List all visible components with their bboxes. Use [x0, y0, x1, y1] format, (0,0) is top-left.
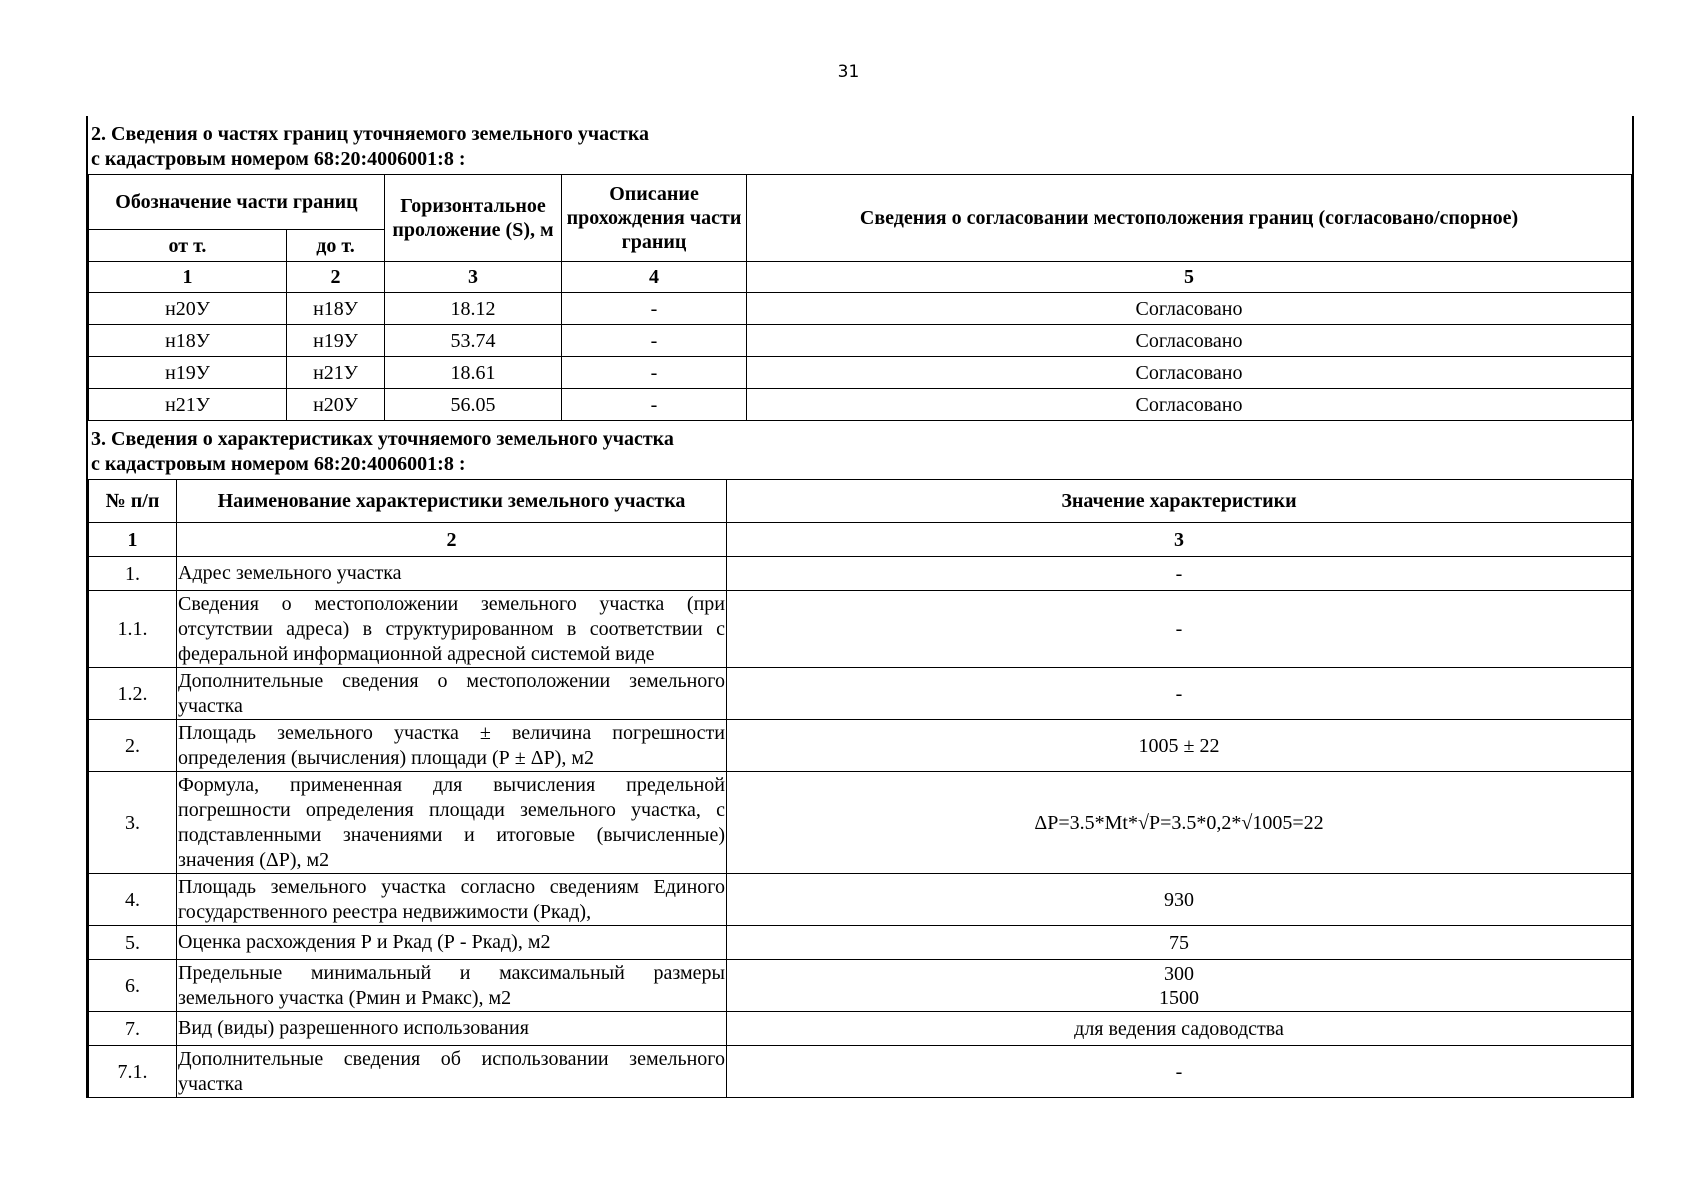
cell-name: Площадь земельного участка ± величина погрешности определения (вычисления) площади (Р ± ΔР), м2	[177, 720, 727, 772]
cell-status: Согласовано	[747, 357, 1632, 389]
table-row	[89, 293, 1632, 325]
cell-name: Площадь земельного участка согласно сведениям Единого государственного реестра недвижимости (Ркад),	[177, 874, 727, 926]
column-number: 5	[747, 262, 1632, 293]
column-number: 1	[89, 523, 177, 557]
cell-to: н20У	[287, 389, 385, 421]
cell-description: -	[562, 357, 747, 389]
cell-name: Формула, примененная для вычисления предельной погрешности определения площади земельного участка, с подставленными значениями и итоговые (вычисленные) значения (ΔР), м2	[177, 772, 727, 874]
cell-description: -	[562, 325, 747, 357]
cell-name: Дополнительные сведения о местоположении земельного участка	[177, 668, 727, 720]
section3-title	[88, 421, 1632, 479]
cell-horizontal: 56.05	[385, 389, 562, 421]
cell-value: ΔР=3.5*Mt*√P=3.5*0,2*√1005=22	[727, 772, 1632, 874]
cell-num: 5.	[89, 926, 177, 960]
cell-to: н18У	[287, 293, 385, 325]
cell-name: Сведения о местоположении земельного участка (при отсутствии адреса) в структурированном в соответствии с федеральной информационной адресной системой виде	[177, 591, 727, 668]
section3-title-line1: 3. Сведения о характеристиках уточняемого земельного участка	[91, 428, 674, 450]
cell-from: н18У	[89, 325, 287, 357]
cell-to: н21У	[287, 357, 385, 389]
cell-value: -	[727, 591, 1632, 668]
table-row	[89, 325, 1632, 357]
cell-num: 3.	[89, 772, 177, 874]
section2-title-line2: с кадастровым номером 68:20:4006001:8 :	[91, 148, 466, 170]
header-to: до т.	[287, 230, 385, 262]
cell-num: 4.	[89, 874, 177, 926]
header-from: от т.	[89, 230, 287, 262]
section2-title-line1: 2. Сведения о частях границ уточняемого земельного участка	[91, 123, 650, 145]
cell-num: 6.	[89, 960, 177, 1012]
cell-value: 75	[727, 926, 1632, 960]
column-number: 3	[727, 523, 1632, 557]
column-number: 2	[287, 262, 385, 293]
table-row	[89, 557, 1632, 591]
header-description: Описание прохождения части границ	[562, 175, 747, 262]
cell-value: для ведения садоводства	[727, 1012, 1632, 1046]
boundary-parts-table	[88, 174, 1632, 421]
table-row	[89, 1012, 1632, 1046]
column-number: 4	[562, 262, 747, 293]
table-row	[89, 720, 1632, 772]
cell-name: Вид (виды) разрешенного использования	[177, 1012, 727, 1046]
cell-from: н20У	[89, 293, 287, 325]
column-number: 1	[89, 262, 287, 293]
cell-value	[727, 960, 1632, 1012]
cell-status: Согласовано	[747, 293, 1632, 325]
cell-num: 1.2.	[89, 668, 177, 720]
cell-num: 7.	[89, 1012, 177, 1046]
cell-num: 1.	[89, 557, 177, 591]
cell-description: -	[562, 293, 747, 325]
table-row	[89, 874, 1632, 926]
column-number: 2	[177, 523, 727, 557]
cell-value: -	[727, 557, 1632, 591]
cell-description: -	[562, 389, 747, 421]
cell-horizontal: 18.12	[385, 293, 562, 325]
page-number: 31	[837, 62, 860, 82]
section2-title	[88, 116, 1632, 174]
cell-value: -	[727, 1046, 1632, 1098]
cell-num: 2.	[89, 720, 177, 772]
characteristics-table	[88, 479, 1632, 1098]
table-row	[89, 591, 1632, 668]
cell-to: н19У	[287, 325, 385, 357]
cell-num: 1.1.	[89, 591, 177, 668]
table-row	[89, 926, 1632, 960]
column-numbers-row	[89, 523, 1632, 557]
cell-from: н19У	[89, 357, 287, 389]
value-max: 1500	[1159, 986, 1199, 1009]
cell-name: Предельные минимальный и максимальный размеры земельного участка (Рмин и Рмакс), м2	[177, 960, 727, 1012]
cell-from: н21У	[89, 389, 287, 421]
header-num: № п/п	[89, 480, 177, 523]
header-name: Наименование характеристики земельного участка	[177, 480, 727, 523]
header-designation: Обозначение части границ	[89, 175, 385, 230]
cell-status: Согласовано	[747, 389, 1632, 421]
cell-status: Согласовано	[747, 325, 1632, 357]
section3-title-line2: с кадастровым номером 68:20:4006001:8 :	[91, 453, 466, 475]
cell-value: 930	[727, 874, 1632, 926]
table-row	[89, 960, 1632, 1012]
table-row	[89, 772, 1632, 874]
document-body	[86, 116, 1634, 1098]
cell-value: -	[727, 668, 1632, 720]
table-row	[89, 668, 1632, 720]
cell-horizontal: 53.74	[385, 325, 562, 357]
header-agreement: Сведения о согласовании местоположения границ (согласовано/спорное)	[747, 175, 1632, 262]
table-row	[89, 389, 1632, 421]
table-row	[89, 357, 1632, 389]
cell-name: Оценка расхождения Р и Ркад (Р - Ркад), м2	[177, 926, 727, 960]
cell-name: Адрес земельного участка	[177, 557, 727, 591]
header-value: Значение характеристики	[727, 480, 1632, 523]
table-row	[89, 1046, 1632, 1098]
value-min: 300	[1164, 962, 1194, 985]
cell-value: 1005 ± 22	[727, 720, 1632, 772]
column-numbers-row	[89, 262, 1632, 293]
cell-horizontal: 18.61	[385, 357, 562, 389]
column-number: 3	[385, 262, 562, 293]
cell-name: Дополнительные сведения об использовании земельного участка	[177, 1046, 727, 1098]
header-horizontal: Горизонтальное проложение (S), м	[385, 175, 562, 262]
cell-num: 7.1.	[89, 1046, 177, 1098]
